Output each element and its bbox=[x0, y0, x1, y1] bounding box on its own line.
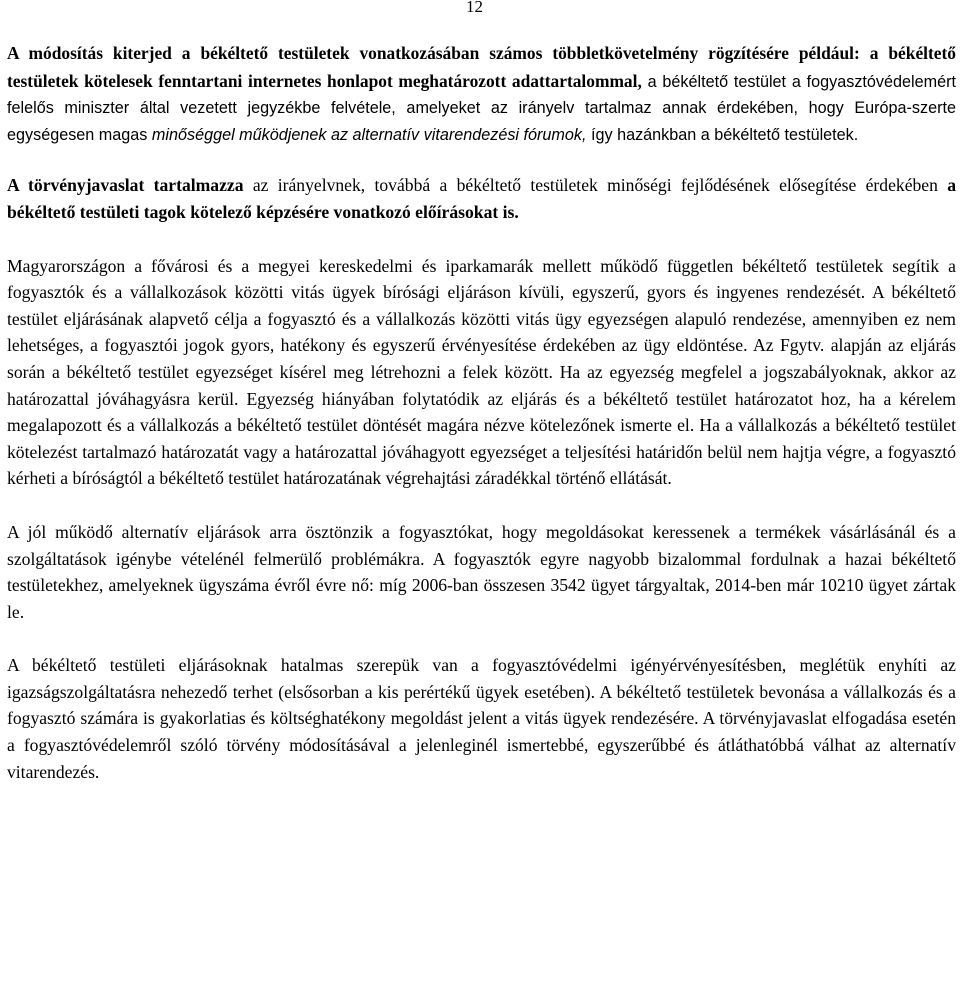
paragraph-role-of-procedures: A békéltető testületi eljárásoknak hatalmas szerepük van a fogyasztóvédelmi igényérvényesítésben, meglétük enyhíti az igazságszolgáltatásra nehezedő terhet (elsősorban a kis perértékű ügyek esetében). A békéltető testületek bevonása a vállalkozás és a fogyasztó számára is gyakorlatias és költséghatékony megoldást jelent a vitás ügyek rendezésére. A törvényjavaslat elfogadása esetén a fogyasztóvédelemről szóló törvény módosításával a jelenleginél ismertebbé, egyszerűbbé és átláthatóbbá válhat az alternatív vitarendezés. bbox=[7, 655, 956, 782]
paragraph-alternative-procedures: A jól működő alternatív eljárások arra ösztönzik a fogyasztókat, hogy megoldásokat keressenek a termékek vásárlásánál és a szolgáltatások igénybe vételénél felmerülő problémákra. A fogyasztók egyre nagyobb bizalommal fordulnak a hazai békéltető testületekhez, amelyeknek ügyszáma évről évre nő: míg 2006-ban összesen 3542 ügyet tárgyaltak, 2014-ben már 10210 ügyet zártak le. bbox=[7, 521, 956, 622]
paragraph-amendment-scope-bold-intro: A módosítás kiterjed a békéltető testületek vonatkozásában számos többletkövetelmény rögzítésére például: a békéltető testületek kötelesek fenntartani internetes honlapot meghatározott adattartalommal, bbox=[7, 43, 956, 91]
paragraph-amendment-scope-italic: minőséggel működjenek az alternatív vitarendezési fórumok, bbox=[151, 125, 587, 144]
paragraph-bill-content-bold-intro: A törvényjavaslat tartalmazza bbox=[7, 175, 244, 196]
document-body bbox=[7, 40, 956, 785]
paragraph-bill-content bbox=[7, 172, 956, 225]
page-number: 12 bbox=[466, 0, 483, 16]
paragraph-bill-content-text: az irányelvnek, továbbá a békéltető testületek minőségi fejlődésének elősegítése érdekében bbox=[243, 175, 948, 196]
paragraph-amendment-scope-ending: így hazánkban a békéltető testületek. bbox=[586, 125, 859, 144]
paragraph-bill-content-bold-ending: a békéltető testületi tagok kötelező képzésére vonatkozó előírásokat is. bbox=[7, 175, 956, 222]
paragraph-amendment-scope-text: a békéltető testület a fogyasztóvédelemért felelős miniszter által vezetett jegyzékbe felvétele, amelyeket az irányelv tartalmaz annak érdekében, hogy Európa-szerte egységesen magas bbox=[7, 72, 956, 144]
paragraph-amendment-scope bbox=[7, 40, 956, 148]
paragraph-arbitration-boards: Magyarországon a fővárosi és a megyei kereskedelmi és iparkamarák mellett működő független békéltető testületek segítik a fogyasztók és a vállalkozások közötti vitás ügyek bírósági eljáráson kívüli, egyszerű, gyors és ingyenes rendezését. A békéltető testület eljárásának alapvető célja a fogyasztó és a vállalkozás közötti vitás ügy egyezségen alapuló rendezése, amennyiben ez nem lehetséges, a fogyasztói jogok gyors, hatékony és egyszerű érvényesítése érdekében az ügy eldöntése. Az Fgytv. alapján az eljárás során a békéltető testület egyezséget kísérel meg létrehozni a felek között. Ha az egyezség megfelel a jogszabályoknak, akkor az határozattal jóváhagyásra kerül. Egyezség hiányában folytatódik az eljárás és a békéltető testület határozatot hoz, ha a kérelem megalapozott és a vállalkozás a békéltető testület döntését magára nézve kötelezőnek ismerte el. Ha a vállalkozás a békéltető testület kötelezést tartalmazó határozatát vagy a határozattal jóváhagyott egyezséget a teljesítési határidőn belül nem hajtja végre, a fogyasztó kérheti a bíróságtól a békéltető testület határozatának végrehajtási záradékkal történő ellátását. bbox=[7, 255, 956, 489]
